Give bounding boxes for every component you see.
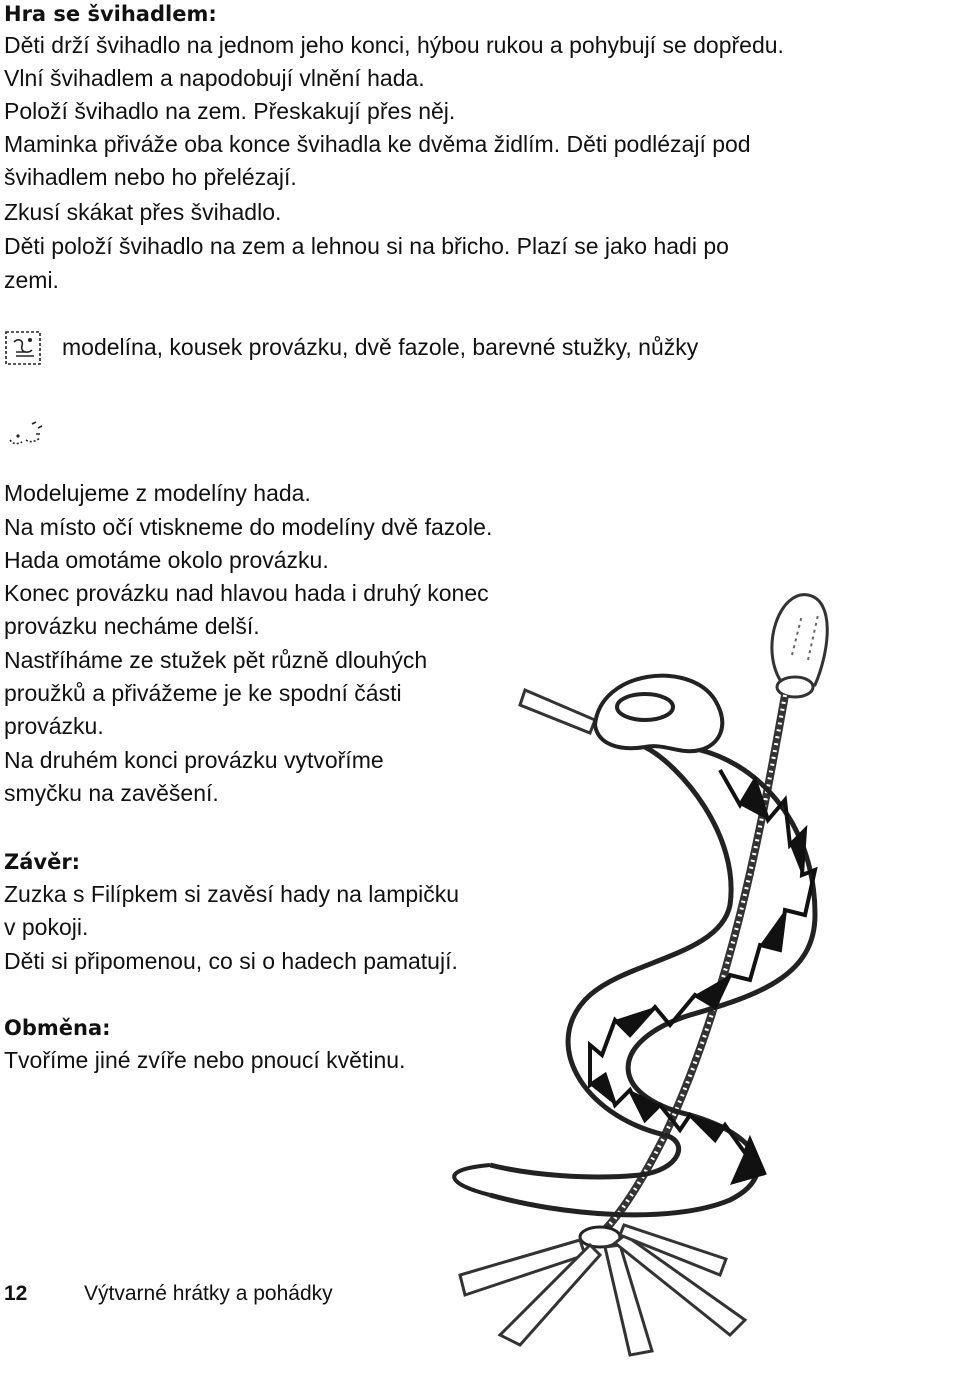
text-line: Tvoříme jiné zvíře nebo pnoucí květinu. [4, 1047, 406, 1073]
section-heading-variation: Obměna: [4, 1016, 111, 1040]
text-line: provázku necháme delší. [4, 613, 260, 639]
text-line: v pokoji. [4, 914, 89, 940]
book-title: Výtvarné hrátky a pohádky [84, 1282, 333, 1305]
text-line: Děti drží švihadlo na jednom jeho konci, hýbou rukou a pohybují se dopředu. [4, 32, 784, 58]
text-line: Zuzka s Filípkem si zavěsí hady na lampičku [4, 881, 460, 907]
text-line: provázku. [4, 713, 104, 739]
materials-list: modelína, kousek provázku, dvě fazole, barevné stužky, nůžky [62, 334, 699, 360]
text-line: proužků a přivážeme je ke spodní části [4, 680, 402, 706]
text-line: Konec provázku nad hlavou hada i druhý konec [4, 580, 489, 606]
text-line: Vlní švihadlem a napodobují vlnění hada. [4, 65, 425, 91]
text-line: Položí švihadlo na zem. Přeskakují přes něj. [4, 98, 456, 124]
text-line: Zkusí skákat přes švihadlo. [4, 199, 282, 225]
text-line: zemi. [4, 267, 59, 293]
text-line: Maminka přiváže oba konce švihadla ke dvěma židlím. Děti podlézají pod [4, 131, 751, 157]
text-line: Hada omotáme okolo provázku. [4, 547, 329, 573]
hands-icon [6, 418, 48, 448]
section-heading-conclusion: Závěr: [4, 850, 81, 874]
text-line: Nastříháme ze stužek pět různě dlouhých [4, 647, 428, 673]
text-line: švihadlem nebo ho přelézají. [4, 164, 297, 190]
section-heading-jump-rope-game: Hra se švihadlem: [4, 2, 217, 26]
snake-on-string-illustration [430, 575, 890, 1365]
text-line: Děti si připomenou, co si o hadech pamatují. [4, 948, 458, 974]
text-line: Na druhém konci provázku vytvoříme [4, 747, 384, 773]
text-line: smyčku na zavěšení. [4, 780, 219, 806]
text-line: Děti položí švihadlo na zem a lehnou si na břicho. Plazí se jako hadi po [4, 233, 729, 259]
text-line: Modelujeme z modelíny hada. [4, 480, 311, 506]
page-number: 12 [4, 1282, 28, 1305]
text-line: Na místo očí vtiskneme do modelíny dvě fazole. [4, 514, 493, 540]
materials-icon [4, 328, 44, 368]
